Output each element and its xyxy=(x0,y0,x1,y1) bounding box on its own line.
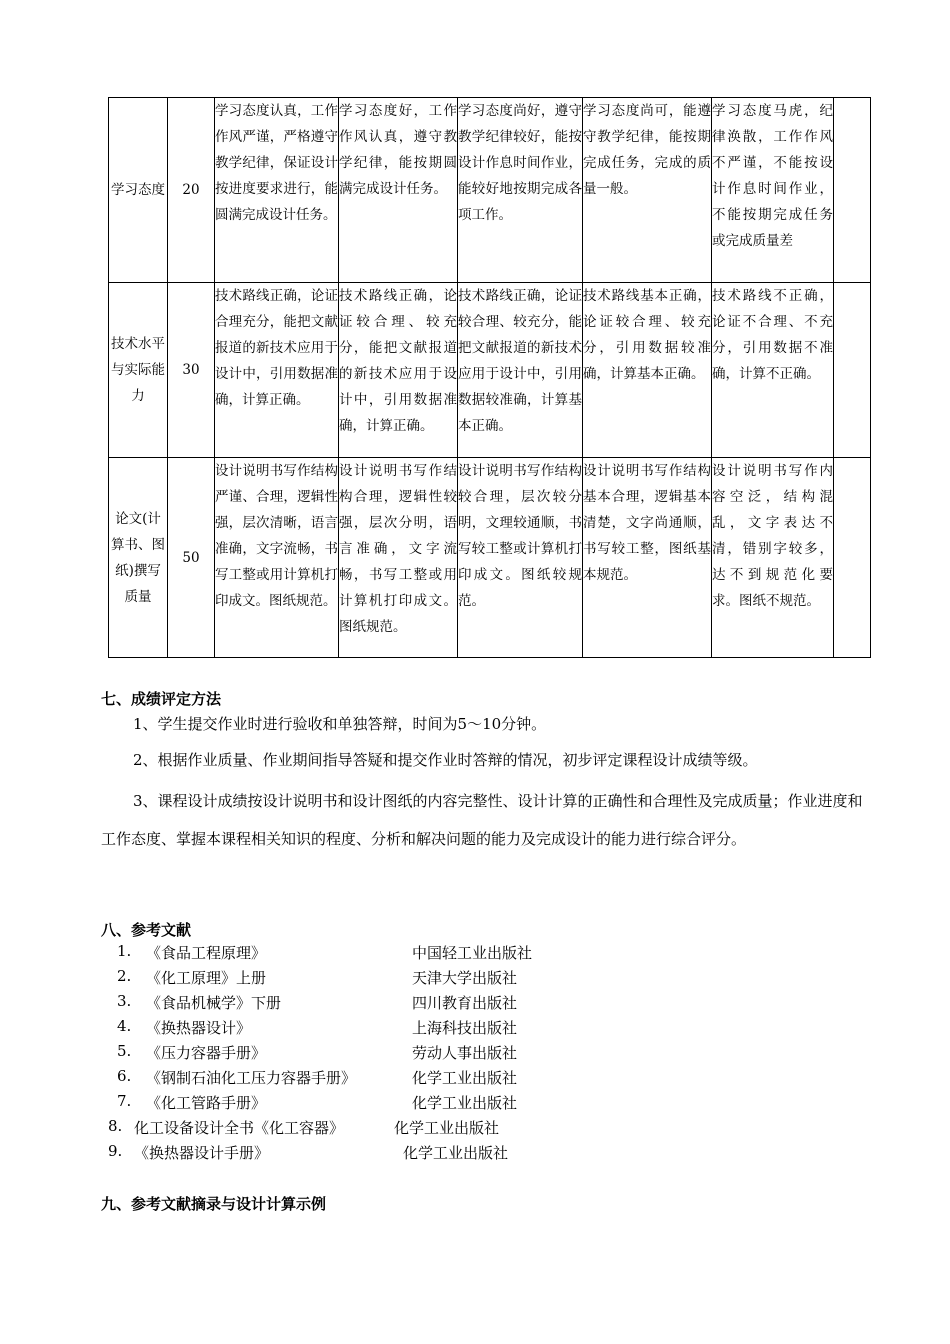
level-fail: 学习态度马虎，纪律涣散，工作作风不严谨，不能按设计作息时间作业，不能按期完成任务或完成质量差 xyxy=(712,98,834,283)
criterion-score: 30 xyxy=(168,283,215,458)
criterion-label: 技术水平与实际能力 xyxy=(109,283,168,458)
list-item xyxy=(117,1017,131,1035)
level-pass: 学习态度尚可，能遵守教学纪律，能按期完成任务，完成的质量一般。 xyxy=(583,98,712,283)
ref-publisher: 上海科技出版社 xyxy=(412,1019,518,1037)
ref-number: 1. xyxy=(117,942,132,960)
level-excellent: 学习态度认真，工作作风严谨，严格遵守教学纪律，保证设计按进度要求进行，能圆满完成设计任务。 xyxy=(215,98,339,283)
ref-title: 《换热器设计》 xyxy=(146,1019,252,1037)
level-pass: 技术路线基本正确，论证较合理、较充分，引用数据较准确，计算基本正确。 xyxy=(583,283,712,458)
list-item xyxy=(108,1142,122,1160)
level-excellent: 设计说明书写作结构严谨、合理，逻辑性强，层次清晰，语言准确，文字流畅，书写工整或用计算机打印成文。图纸规范。 xyxy=(215,458,339,658)
list-item xyxy=(117,992,131,1010)
ref-number: 2. xyxy=(117,967,132,985)
empty-cell xyxy=(834,283,871,458)
level-pass: 设计说明书写作结构基本合理，逻辑基本清楚，文字尚通顺，书写较工整，图纸基本规范。 xyxy=(583,458,712,658)
list-item xyxy=(117,1067,131,1085)
level-medium: 设计说明书写作结构较合理，层次较分明，文理较通顺，书写较工整或计算机打印成文。图纸较规范。 xyxy=(458,458,583,658)
criterion-score: 20 xyxy=(168,98,215,283)
list-item xyxy=(117,1042,131,1060)
ref-publisher: 四川教育出版社 xyxy=(412,994,518,1012)
ref-title: 《换热器设计手册》 xyxy=(134,1144,270,1162)
ref-number: 5. xyxy=(117,1042,132,1060)
table-row xyxy=(109,283,871,458)
list-item xyxy=(117,942,131,960)
level-good: 技术路线正确，论证较合理、较充分，能把文献报道的新技术应用于设计中，引用数据准确，计算正确。 xyxy=(339,283,458,458)
ref-title: 《食品机械学》下册 xyxy=(146,994,282,1012)
ref-number: 8. xyxy=(108,1117,123,1135)
table-row xyxy=(109,98,871,283)
ref-publisher: 劳动人事出版社 xyxy=(412,1044,518,1062)
list-item xyxy=(108,1117,122,1135)
level-excellent: 技术路线正确，论证合理充分，能把文献报道的新技术应用于设计中，引用数据准确，计算正确。 xyxy=(215,283,339,458)
table-row xyxy=(109,458,871,658)
empty-cell xyxy=(834,98,871,283)
ref-number: 6. xyxy=(117,1067,132,1085)
level-good: 学习态度好，工作作风认真，遵守教学纪律，能按期圆满完成设计任务。 xyxy=(339,98,458,283)
section-7-paragraph-3: 3、课程设计成绩按设计说明书和设计图纸的内容完整性、设计计算的正确性和合理性及完成质量；作业进度和工作态度、掌握本课程相关知识的程度、分析和解决问题的能力及完成设计的能力进行综合评分。 xyxy=(101,792,863,848)
section-9-heading: 九、参考文献摘录与设计计算示例 xyxy=(101,1195,327,1213)
level-fail: 技术路线不正确，论证不合理、不充分，引用数据不准确，计算不正确。 xyxy=(712,283,834,458)
list-item xyxy=(117,967,131,985)
ref-title: 《压力容器手册》 xyxy=(146,1044,267,1062)
ref-title: 《食品工程原理》 xyxy=(146,944,267,962)
ref-publisher: 化学工业出版社 xyxy=(394,1119,500,1137)
criterion-score: 50 xyxy=(168,458,215,658)
grading-rubric-table xyxy=(108,97,871,658)
level-fail: 设计说明书写作内容空泛，结构混乱，文字表达不清，错别字较多，达不到规范化要求。图纸不规范。 xyxy=(712,458,834,658)
ref-title: 《钢制石油化工压力容器手册》 xyxy=(146,1069,357,1087)
ref-title: 化工设备设计全书《化工容器》 xyxy=(134,1119,345,1137)
ref-publisher: 化学工业出版社 xyxy=(403,1144,509,1162)
section-7-heading: 七、成绩评定方法 xyxy=(101,690,222,708)
level-good: 设计说明书写作结构合理，逻辑性较强，层次分明，语言准确，文字流畅，书写工整或用计算机打印成文。图纸规范。 xyxy=(339,458,458,658)
criterion-label: 学习态度 xyxy=(109,98,168,283)
section-7-paragraph-1: 1、学生提交作业时进行验收和单独答辩，时间为5～10分钟。 xyxy=(133,715,547,733)
ref-publisher: 化学工业出版社 xyxy=(412,1069,518,1087)
ref-number: 9. xyxy=(108,1142,123,1160)
level-medium: 技术路线正确，论证较合理、较充分，能把文献报道的新技术应用于设计中，引用数据较准确，计算基本正确。 xyxy=(458,283,583,458)
criterion-label: 论文(计算书、图纸)撰写质量 xyxy=(109,458,168,658)
ref-number: 4. xyxy=(117,1017,132,1035)
ref-number: 3. xyxy=(117,992,132,1010)
ref-title: 《化工管路手册》 xyxy=(146,1094,267,1112)
ref-number: 7. xyxy=(117,1092,132,1110)
list-item xyxy=(117,1092,131,1110)
section-8-heading: 八、参考文献 xyxy=(101,921,192,939)
ref-publisher: 天津大学出版社 xyxy=(412,969,518,987)
empty-cell xyxy=(834,458,871,658)
level-medium: 学习态度尚好，遵守教学纪律较好，能按设计作息时间作业，能较好地按期完成各项工作。 xyxy=(458,98,583,283)
section-7-paragraph-2: 2、根据作业质量、作业期间指导答疑和提交作业时答辩的情况，初步评定课程设计成绩等级。 xyxy=(133,751,758,769)
ref-title: 《化工原理》上册 xyxy=(146,969,267,987)
ref-publisher: 化学工业出版社 xyxy=(412,1094,518,1112)
ref-publisher: 中国轻工业出版社 xyxy=(412,944,533,962)
